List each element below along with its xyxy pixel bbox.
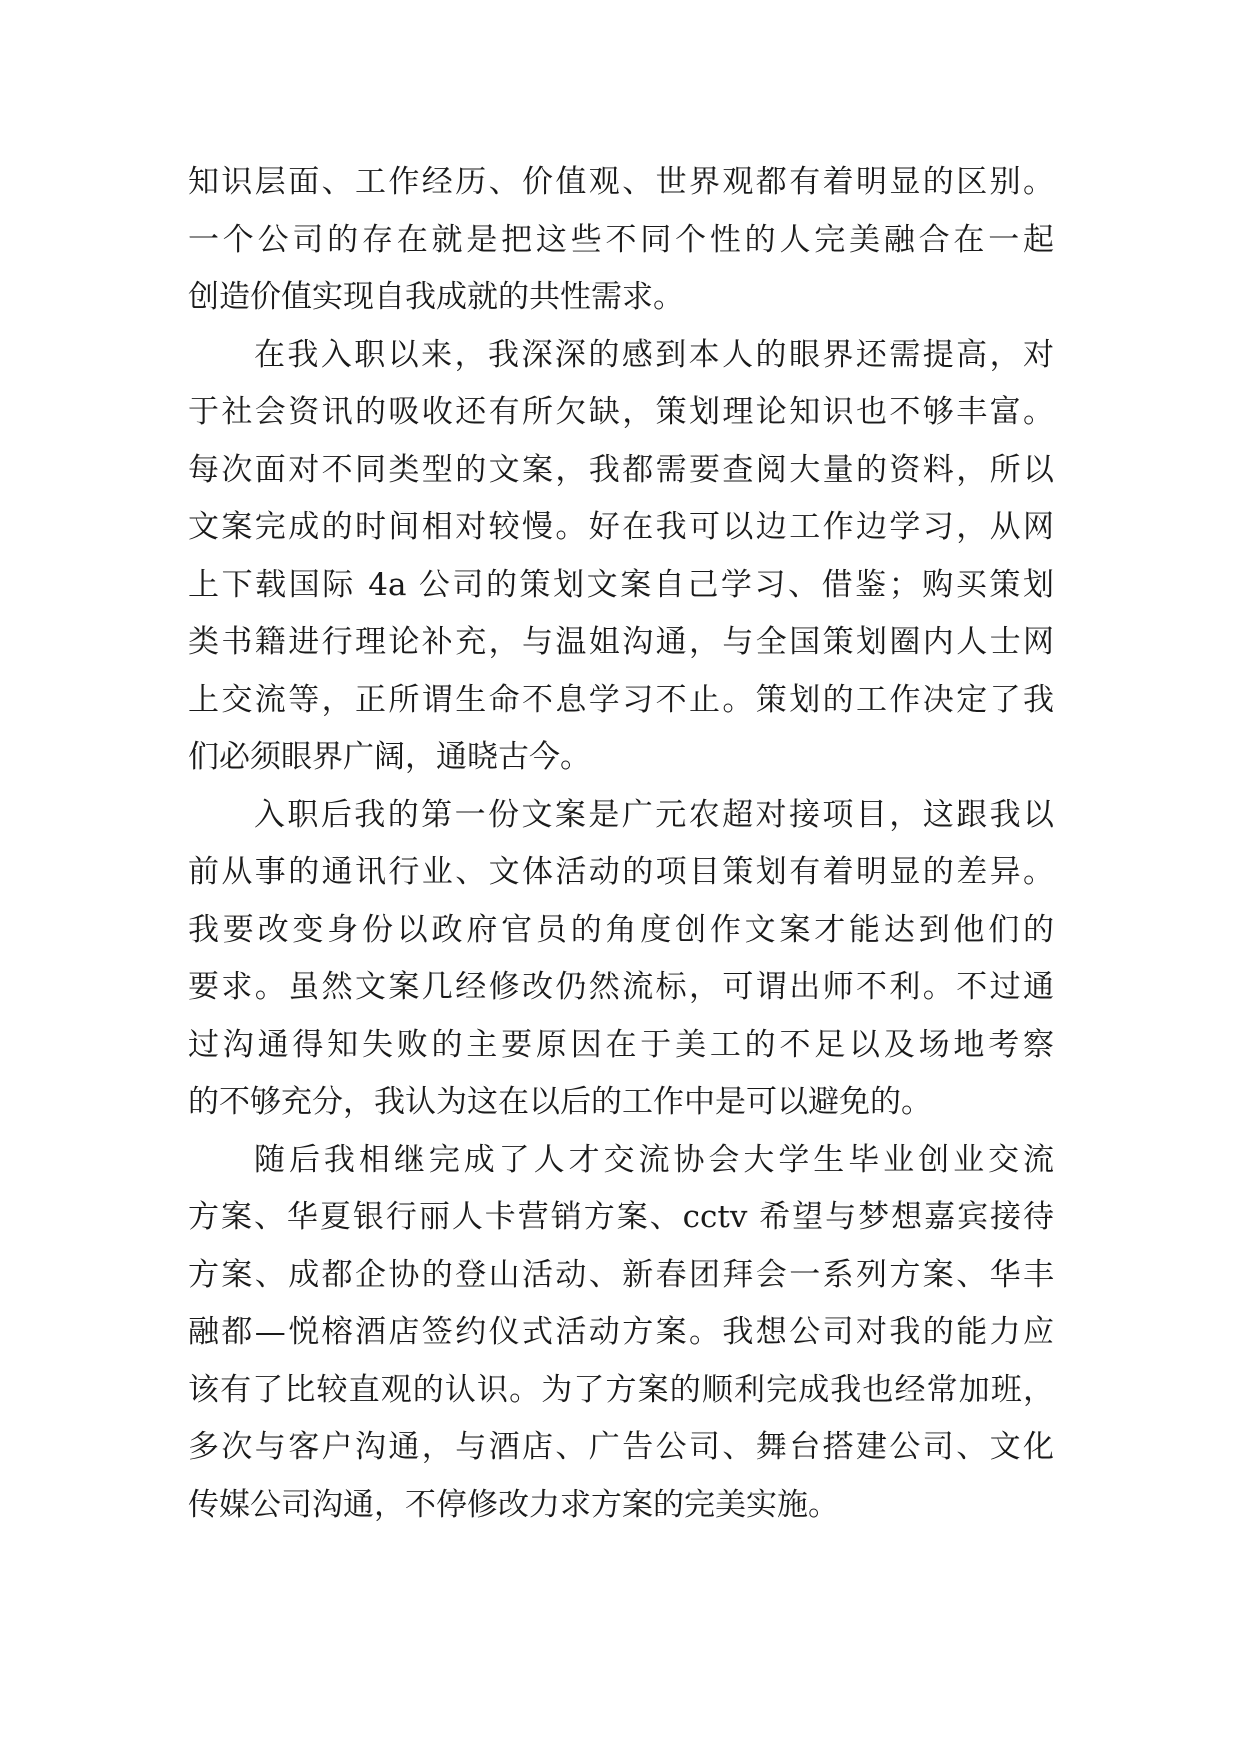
- text-line: 一个公司的存在就是把这些不同个性的人完美融合在一起: [188, 221, 1054, 258]
- paragraph: [188, 154, 1054, 327]
- text-line: 的不够充分，我认为这在以后的工作中是可以避免的。: [188, 1084, 932, 1120]
- text-line: 知识层面、工作经历、价值观、世界观都有着明显的区别。: [188, 164, 1054, 200]
- text-line: 我要改变身份以政府官员的角度创作文案才能达到他们的: [188, 911, 1054, 948]
- text-line: 多次与客户沟通，与酒店、广告公司、舞台搭建公司、文化: [188, 1429, 1054, 1465]
- text-line: 过沟通得知失败的主要原因在于美工的不足以及场地考察: [188, 1026, 1054, 1063]
- text-line: 创造价值实现自我成就的共性需求。: [188, 279, 684, 315]
- text-line: 每次面对不同类型的文案，我都需要查阅大量的资料，所以: [188, 451, 1054, 488]
- text-line: 们必须眼界广阔，通晓古今。: [188, 739, 591, 775]
- text-line: 要求。虽然文案几经修改仍然流标，可谓出师不利。不过通: [188, 969, 1054, 1005]
- text-line: 方案、华夏银行丽人卡营销方案、cctv 希望与梦想嘉宾接待: [188, 1199, 1054, 1235]
- paragraph: [188, 1132, 1054, 1535]
- text-line: 方案、成都企协的登山活动、新春团拜会一系列方案、华丰: [188, 1256, 1054, 1293]
- text-line: 文案完成的时间相对较慢。好在我可以边工作边学习，从网: [188, 509, 1054, 545]
- text-line: 在我入职以来，我深深的感到本人的眼界还需提高，对: [254, 336, 1054, 373]
- text-line: 上下载国际 4a 公司的策划文案自己学习、借鉴；购买策划: [188, 566, 1054, 603]
- paragraph: [188, 327, 1054, 787]
- text-line: 类书籍进行理论补充，与温姐沟通，与全国策划圈内人士网: [188, 624, 1054, 660]
- text-line: 该有了比较直观的认识。为了方案的顺利完成我也经常加班，: [188, 1371, 1054, 1408]
- text-line: 前从事的通讯行业、文体活动的项目策划有着明显的差异。: [188, 854, 1054, 890]
- paragraph: [188, 787, 1054, 1132]
- text-line: 入职后我的第一份文案是广元农超对接项目，这跟我以: [254, 796, 1054, 833]
- document-body: [188, 154, 1054, 1534]
- text-line: 随后我相继完成了人才交流协会大学生毕业创业交流: [254, 1141, 1054, 1178]
- text-line: 上交流等，正所谓生命不息学习不止。策划的工作决定了我: [188, 681, 1054, 718]
- text-line: 传媒公司沟通，不停修改力求方案的完美实施。: [188, 1486, 839, 1523]
- text-line: 于社会资讯的吸收还有所欠缺，策划理论知识也不够丰富。: [188, 394, 1054, 430]
- text-line: 融都—悦榕酒店签约仪式活动方案。我想公司对我的能力应: [188, 1314, 1054, 1350]
